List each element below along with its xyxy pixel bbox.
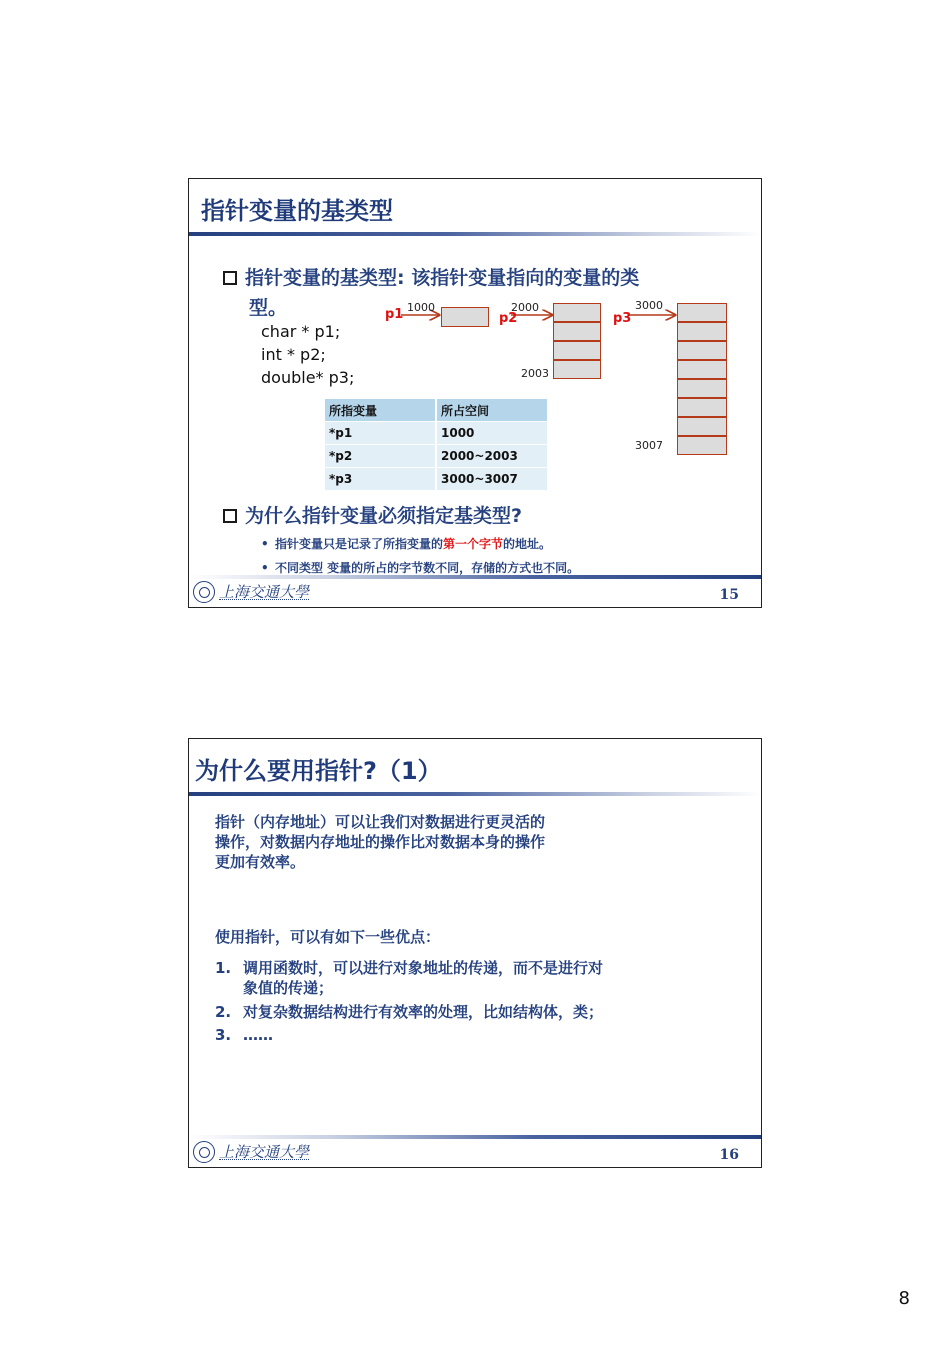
seal-icon xyxy=(193,581,215,603)
dot-bullet-icon: • xyxy=(261,561,269,575)
sub-item-1: • 指针变量只是记录了所指变量的第一个字节的地址。 xyxy=(261,537,552,551)
p2-end-address: 2003 xyxy=(521,367,549,380)
table-cell: 1000 xyxy=(436,422,547,445)
p3-label: p3 xyxy=(613,311,632,326)
slide-16 xyxy=(188,738,762,1168)
code-line-2: int * p2; xyxy=(261,345,326,364)
footer-divider xyxy=(189,1135,761,1139)
dot-bullet-icon: • xyxy=(261,537,269,551)
intro-paragraph: 指针（内存地址）可以让我们对数据进行更灵活的 操作，对数据内存地址的操作比对数据本身的操作 更加有效率。 xyxy=(215,813,546,871)
square-bullet-icon xyxy=(223,509,237,523)
code-line-3: double* p3; xyxy=(261,368,355,387)
p1-label: p1 xyxy=(385,307,404,322)
document-page-number: 8 xyxy=(898,1288,910,1309)
p2-cell-1 xyxy=(553,303,601,322)
p3-cell-4 xyxy=(677,360,727,379)
p3-cell-5 xyxy=(677,379,727,398)
footer-divider xyxy=(189,575,761,579)
university-logo xyxy=(193,581,313,605)
table-header: 所占空间 xyxy=(436,399,547,422)
table-header: 所指变量 xyxy=(325,399,436,422)
p3-cell-8 xyxy=(677,436,727,455)
p2-cell-3 xyxy=(553,341,601,360)
table-header-row xyxy=(325,399,547,422)
table-cell: *p1 xyxy=(325,422,436,445)
table-row xyxy=(325,445,547,468)
logo-text: 上海交通大學 xyxy=(219,1143,310,1161)
logo-subtitle-line xyxy=(219,599,309,602)
p3-cell-2 xyxy=(677,322,727,341)
slide-15 xyxy=(188,178,762,608)
bullet-1: 指针变量的基类型: 该指针变量指向的变量的类 xyxy=(223,263,639,290)
bullet-2: 为什么指针变量必须指定基类型? xyxy=(223,501,522,528)
p3-address: 3000 xyxy=(635,299,663,312)
memory-table xyxy=(325,399,547,491)
p2-cell-4 xyxy=(553,360,601,379)
bullet-1-cont: 型。 xyxy=(249,297,288,319)
highlight-text: 第一个字节 xyxy=(443,537,504,551)
seal-icon xyxy=(193,1141,215,1163)
p3-cell-6 xyxy=(677,398,727,417)
p3-cell-3 xyxy=(677,341,727,360)
list-item: 1. 调用函数时，可以进行对象地址的传递，而不是进行对 象值的传递； xyxy=(215,959,604,997)
advantages-heading: 使用指针，可以有如下一些优点： xyxy=(215,928,441,946)
slide-page-number: 16 xyxy=(719,1147,739,1163)
p1-address: 1000 xyxy=(407,301,435,314)
logo-text: 上海交通大學 xyxy=(219,583,310,601)
table-cell: 2000~2003 xyxy=(436,445,547,468)
university-logo xyxy=(193,1141,313,1165)
table-row xyxy=(325,468,547,491)
p2-address: 2000 xyxy=(511,301,539,314)
sub-item-2: • 不同类型 变量的所占的字节数不同，存储的方式也不同。 xyxy=(261,561,580,575)
table-row xyxy=(325,422,547,445)
p1-memory-cell xyxy=(441,307,489,327)
list-item: 2. 对复杂数据结构进行有效率的处理，比如结构体，类； xyxy=(215,1003,604,1021)
title-divider xyxy=(189,792,761,796)
table-cell: *p2 xyxy=(325,445,436,468)
slide-title: 指针变量的基类型 xyxy=(201,197,393,225)
p2-label: p2 xyxy=(499,311,518,326)
code-line-1: char * p1; xyxy=(261,322,341,341)
slide-title: 为什么要用指针?（1） xyxy=(195,757,442,785)
table-cell: *p3 xyxy=(325,468,436,491)
p3-cell-7 xyxy=(677,417,727,436)
p2-cell-2 xyxy=(553,322,601,341)
p3-cell-1 xyxy=(677,303,727,322)
list-item: 3. …… xyxy=(215,1026,273,1044)
table-cell: 3000~3007 xyxy=(436,468,547,491)
logo-subtitle-line xyxy=(219,1159,309,1162)
slide-page-number: 15 xyxy=(719,587,739,603)
p3-end-address: 3007 xyxy=(635,439,663,452)
